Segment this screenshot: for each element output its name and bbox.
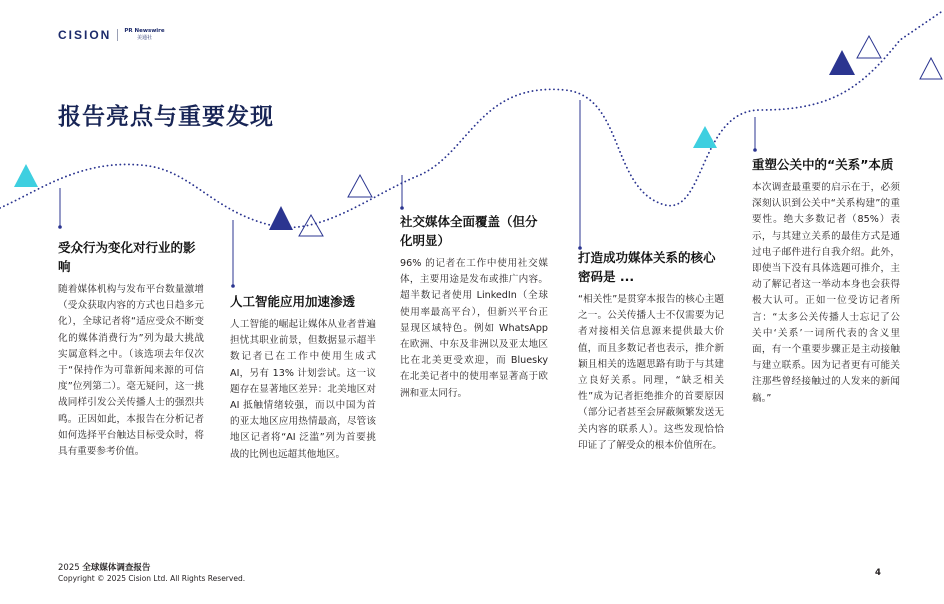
connector-dot [58,225,62,229]
finding-audience-behavior [58,238,204,460]
finding-heading: 社交媒体全面覆盖（但分化明显） [400,214,538,248]
page-title: 报告亮点与重要发现 [58,104,274,130]
finding-ai-adoption [230,292,376,463]
triangle-cyan-decoration [14,164,38,187]
triangle-navy-decoration [829,50,855,75]
finding-body: 人工智能的崛起让媒体从业者普遍担忧其职业前景，但数据显示超半数记者已在工作中使用生成式 AI，另有 13% 计划尝试。这一议题存在显著地区差异：北美地区对 AI 抵触情绪较强，而以中国为首的亚太地区应用热情最高，尽管该地区记者将“AI 泛滥”列为首要挑战的比例也远超其他地区。 [230,319,376,460]
pr-newswire-label: PR Newswire [124,28,165,35]
finding-body: 随着媒体机构与发布平台数量激增（受众获取内容的方式也日趋多元化），全球记者将“适应受众不断变化的媒体消费行为”列为最大挑战实属意料之中。（该选项去年仅次于“保持作为可靠新闻来源的可信度”位列第二）。毫无疑问，这一挑战同样引发公关传播人士的强烈共鸣。正因如此，本报告在分析记者如何选择平台触达目标受众时，将具有重要参考价值。 [58,284,204,458]
finding-relationship-essence [752,155,900,407]
finding-heading: 受众行为变化对行业的影响 [58,240,196,274]
footer-report-name: 全球媒体调查报告 [82,563,151,573]
cision-pr-newswire-logo [58,28,165,42]
connector-dot [400,206,404,210]
page-footer [58,561,245,583]
footer-copyright: Copyright © 2025 Cision Ltd. All Rights Reserved. [58,574,246,583]
pr-newswire-cn-label: 美通社 [136,34,152,41]
triangle-cyan-decoration [693,126,717,148]
finding-body: 本次调查最重要的启示在于，必须深刻认识到公关中“关系构建”的重要性。绝大多数记者（85%）表示，与其建立关系的最佳方式是通过电子邮件进行自我介绍。此外，即使当下没有具体选题可推介，主动了解记者这一举动本身也会获得极大认可。正如一位受访记者所言：“太多公关传播人士忘记了公关中‘关系’一词所代表的含义里面，有一个重要步骤正是主动接触与建立联系。因为记者更有可能关注那些曾经接触过的人发来的新闻稿。” [752,182,900,404]
finding-social-media [400,212,548,402]
finding-body: 96% 的记者在工作中使用社交媒体，主要用途是发布或推广内容。超半数记者使用 LinkedIn（全球使用率最高平台），但新兴平台正显现区域特色。例如 WhatsApp 在欧洲、中东及非洲以及亚太地区比在北美更受欢迎，而 Bluesky 在北美记者中的使用率显著高于欧洲和亚太同行。 [400,258,548,399]
connector-dot [753,148,757,152]
finding-body: “相关性”是贯穿本报告的核心主题之一。公关传播人士不仅需要为记者对接相关信息源来提供最大价值，而且多数记者也表示，推介新颖且相关的选题思路有助于与其建立良好关系。同理，“缺乏相关性”成为记者拒绝推介的首要原因（部分记者甚至会屏蔽频繁发送无关内容的联系人）。这些发现恰恰印证了了解受众的根本价值所在。 [578,294,724,451]
triangle-navy-decoration [269,206,293,230]
finding-heading: 打造成功媒体关系的核心密码是 ... [578,250,716,284]
triangle-outline-decoration [299,215,323,236]
page-number: 4 [875,568,881,578]
finding-heading: 重塑公关中的“关系”本质 [752,157,894,172]
pr-newswire-wordmark [124,29,164,41]
cision-wordmark: CISION [58,28,112,42]
finding-heading: 人工智能应用加速渗透 [230,294,356,309]
triangle-outline-decoration [857,36,881,58]
footer-year: 2025 [58,563,80,573]
finding-media-relations [578,248,724,454]
triangle-outline-decoration [920,58,942,79]
footer-report-title [58,561,245,573]
connector-dot [231,284,235,288]
triangle-outline-decoration [348,175,372,197]
logo-divider [117,29,118,41]
